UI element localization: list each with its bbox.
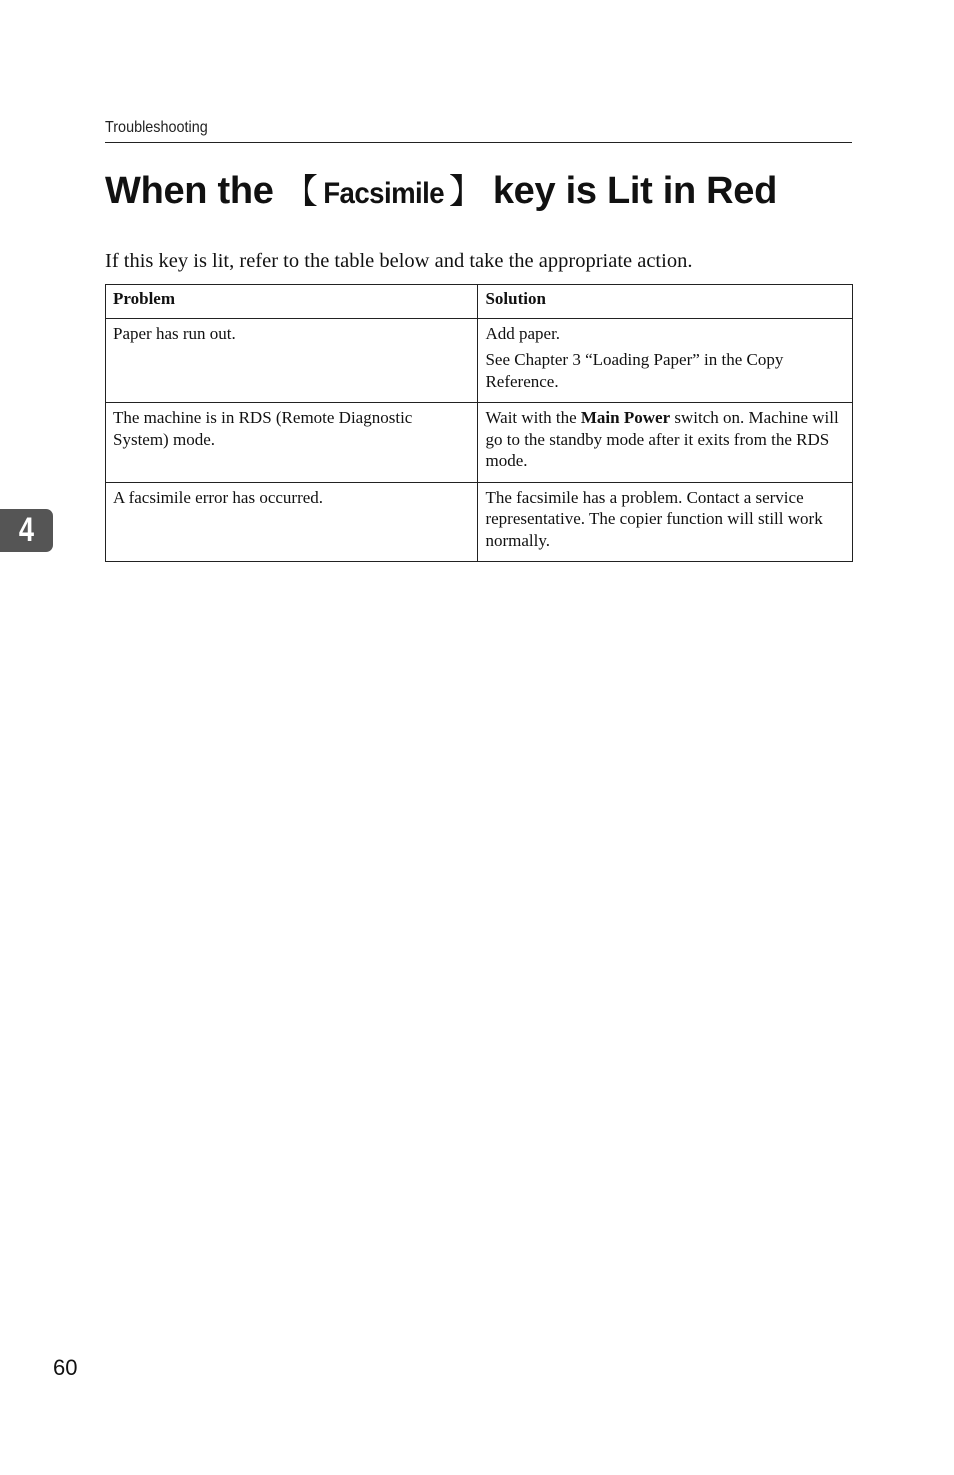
solution-paragraph: Add paper. bbox=[485, 323, 561, 343]
header-rule bbox=[105, 142, 852, 143]
title-prefix: When the bbox=[105, 170, 284, 212]
solution-text-start: Wait with the bbox=[485, 408, 581, 427]
problem-cell: The machine is in RDS (Remote Diagnostic System) mode. bbox=[106, 403, 478, 483]
table-row bbox=[106, 482, 853, 562]
solution-paragraph: See Chapter 3 “Loading Paper” in the Copy Reference. bbox=[485, 350, 784, 391]
table-row bbox=[106, 318, 853, 403]
table-header-row bbox=[106, 285, 853, 319]
chapter-tab bbox=[0, 509, 53, 552]
running-header: Troubleshooting bbox=[105, 119, 208, 136]
solution-text-end: switch on. Machine will go to the standby mode after it exits from the RDS mode. bbox=[485, 408, 839, 470]
table-row bbox=[106, 403, 853, 483]
title-suffix: key is Lit in Red bbox=[482, 170, 778, 212]
problem-cell: A facsimile error has occurred. bbox=[106, 482, 478, 562]
solution-paragraph: The facsimile has a problem. Contact a service representative. The copier function will still work normally. bbox=[485, 487, 823, 550]
troubleshooting-table bbox=[105, 284, 853, 562]
title-close-bracket: 】 bbox=[448, 173, 483, 211]
problem-cell: Paper has run out. bbox=[106, 318, 478, 403]
page-number: 60 bbox=[53, 1355, 78, 1380]
solution-cell bbox=[478, 482, 853, 562]
intro-paragraph: If this key is lit, refer to the table below and take the appropriate action. bbox=[105, 250, 693, 272]
title-open-bracket: 【 bbox=[283, 173, 318, 211]
column-header-problem: Problem bbox=[106, 285, 478, 319]
chapter-number: 4 bbox=[18, 511, 35, 549]
solution-cell bbox=[478, 318, 853, 403]
title-key-name: Facsimile bbox=[322, 177, 444, 210]
column-header-solution: Solution bbox=[478, 285, 853, 319]
solution-cell bbox=[478, 403, 853, 483]
page-title bbox=[105, 168, 777, 217]
main-power-key-label: Main Power bbox=[580, 408, 671, 427]
